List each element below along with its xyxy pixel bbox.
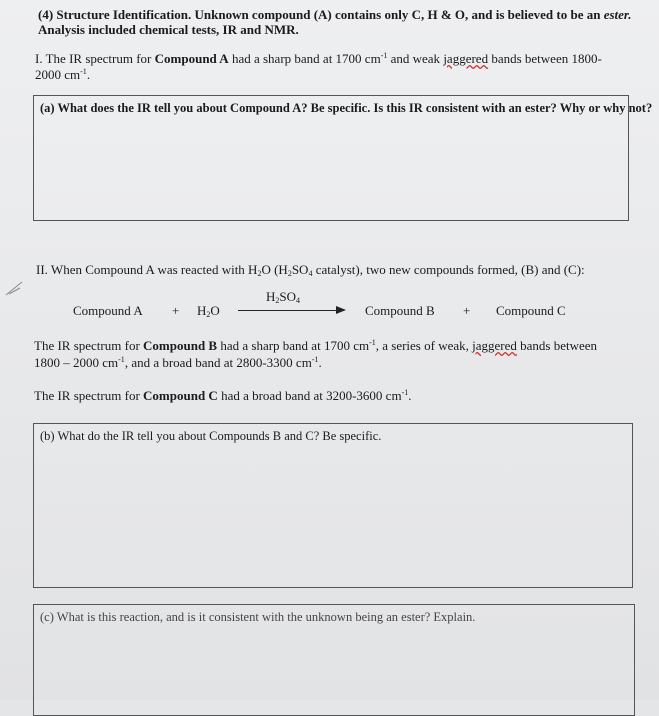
reactant-2-o: O [210, 303, 220, 318]
ir-b-text-a: The IR spectrum for [34, 338, 140, 353]
ir-b-line2-b: , and a broad band at 2800-3300 cm [124, 355, 312, 370]
answer-box-b[interactable] [33, 423, 633, 588]
ir-b-compound: Compound B [143, 338, 218, 353]
answer-box-a[interactable] [33, 95, 653, 221]
catalyst-so: SO [279, 289, 297, 304]
reactant-2 [197, 303, 220, 318]
ir-b-line2-end: . [318, 355, 322, 370]
ir-b-line1 [34, 338, 597, 353]
ir-c-text-a: The IR spectrum for [34, 388, 140, 403]
part1-weak: and weak [390, 51, 441, 66]
reactant-1: Compound A [73, 303, 143, 318]
part2-intro-d: catalyst), two new compounds formed, (B) and (C): [312, 262, 585, 277]
part1-jaggered: jaggered [443, 51, 489, 66]
part1-band-text: had a sharp band at 1700 cm [231, 51, 381, 66]
ir-b-sup1: -1 [369, 338, 376, 347]
part1-text: The IR spectrum for [45, 51, 152, 66]
question-c: (c) What is this reaction, and is it consistent with the unknown being an ester? Explain. [40, 610, 476, 624]
problem-title: Structure Identification. [56, 7, 192, 22]
part1-range: bands between 1800- [491, 51, 602, 66]
ir-c-line [34, 388, 412, 403]
product-1: Compound B [365, 303, 435, 318]
question-a: (a) What does the IR tell you about Compound A? Be specific. Is this IR consistent with an ester? Why or why not? [40, 101, 653, 115]
ir-c-text-b: had a broad band at 3200-3600 cm [221, 388, 402, 403]
part1-line2 [35, 67, 90, 82]
ir-b-text-b: had a sharp band at 1700 cm [220, 338, 370, 353]
problem-header-line2: Analysis included chemical tests, IR and NMR. [38, 22, 299, 37]
ir-c-end: . [408, 388, 412, 403]
reaction-arrow [238, 310, 338, 311]
ir-b-line2-a: 1800 – 2000 cm [34, 355, 119, 370]
part2-intro [36, 262, 585, 277]
product-2: Compound C [496, 303, 566, 318]
part2-intro-c: SO [291, 262, 309, 277]
part2-sub3: 4 [308, 269, 313, 278]
part1-line2-sup: -1 [80, 67, 87, 76]
part1-compound: Compound A [154, 51, 229, 66]
reaction-arrowhead-icon [336, 306, 346, 314]
problem-number: (4) [38, 7, 54, 22]
ir-b-line2 [34, 355, 322, 370]
ir-b-sup2: -1 [118, 355, 125, 364]
part2-sub1: 2 [257, 269, 262, 278]
ir-c-compound: Compound C [143, 388, 218, 403]
catalyst-sub2: 4 [296, 296, 301, 305]
question-b: (b) What do the IR tell you about Compounds B and C? Be specific. [40, 429, 382, 443]
pencil-mark-icon [4, 278, 26, 298]
part1-line1 [35, 51, 602, 66]
reactant-2-sub: 2 [206, 310, 211, 319]
plus-sign-2: + [463, 303, 471, 318]
part1-sup: -1 [380, 51, 388, 60]
reactant-2-h: H [197, 303, 207, 318]
ir-b-jaggered: jaggered [472, 338, 517, 353]
part2-sub2: 2 [287, 269, 292, 278]
ester-word: ester. [603, 7, 632, 22]
part2-intro-b: O (H [261, 262, 288, 277]
part2-intro-a: II. When Compound A was reacted with H [36, 262, 258, 277]
problem-header-line1 [38, 7, 632, 22]
catalyst-sub1: 2 [275, 296, 280, 305]
part1-line2-end: . [86, 67, 91, 82]
ir-b-text-d: bands between [520, 338, 598, 353]
answer-box-c[interactable] [33, 604, 635, 716]
ir-c-sup: -1 [401, 388, 409, 397]
header-text: Unknown compound (A) contains only C, H & O, and is believed to be an [194, 7, 601, 22]
plus-sign-1: + [172, 303, 180, 318]
part1-numeral: I. [35, 51, 43, 66]
ir-b-text-c: , a series of weak, [375, 338, 469, 353]
catalyst-h: H [266, 289, 276, 304]
catalyst-label [266, 289, 300, 304]
part1-line2-text: 2000 cm [35, 67, 81, 82]
ir-b-sup3: -1 [311, 355, 319, 364]
